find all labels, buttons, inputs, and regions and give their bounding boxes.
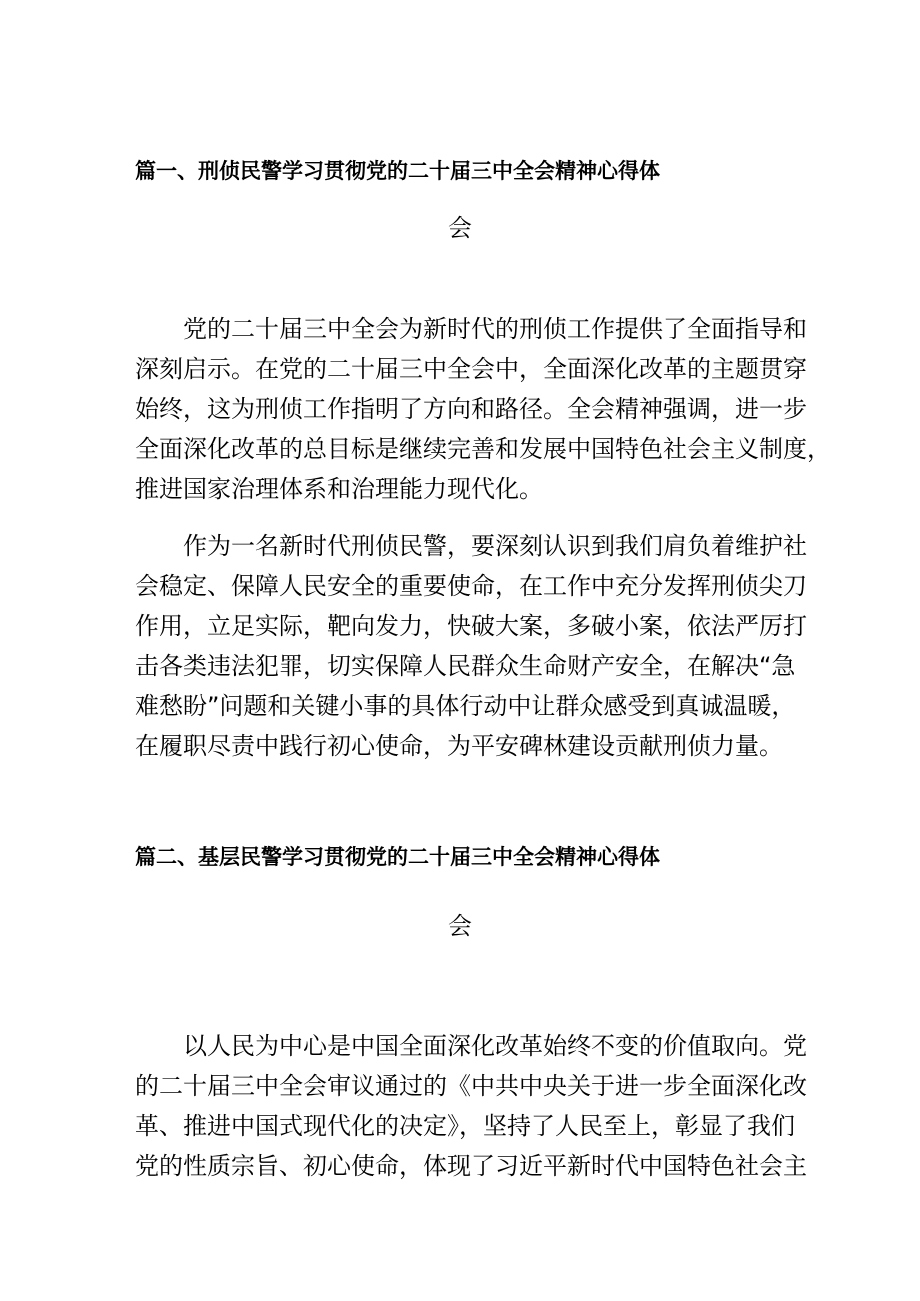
text-line: 以人民为中心是中国全面深化改革始终不变的价值取向。党 bbox=[183, 1032, 807, 1060]
text-line: 党的性质宗旨、初心使命，体现了习近平新时代中国特色社会主 bbox=[135, 1152, 807, 1180]
text-line: 会稳定、保障人民安全的重要使命，在工作中充分发挥刑侦尖刀 bbox=[135, 572, 807, 600]
text-line: 作为一名新时代刑侦民警，要深刻认识到我们肩负着维护社 bbox=[183, 532, 807, 560]
section-1-heading: 篇一、刑侦民警学习贯彻党的二十届三中全会精神心得体 bbox=[135, 159, 660, 183]
text-line: 始终，这为刑侦工作指明了方向和路径。全会精神强调，进一步 bbox=[135, 395, 807, 423]
section-2-heading: 篇二、基层民警学习贯彻党的二十届三中全会精神心得体 bbox=[135, 845, 660, 869]
text-line: 深刻启示。在党的二十届三中全会中，全面深化改革的主题贯穿 bbox=[135, 355, 807, 383]
text-line: 革、推进中国式现代化的决定》，坚持了人民至上，彰显了我们 bbox=[135, 1112, 795, 1140]
section-2-paragraph-1 bbox=[135, 1026, 805, 1186]
text-line: 党的二十届三中全会为新时代的刑侦工作提供了全面指导和 bbox=[183, 315, 807, 343]
section-1-paragraph-1 bbox=[135, 309, 831, 509]
section-1-paragraph-2 bbox=[135, 526, 805, 766]
text-line: 推进国家治理体系和治理能力现代化。 bbox=[135, 475, 543, 503]
text-line: 难愁盼”问题和关键小事的具体行动中让群众感受到真诚温暖， bbox=[135, 692, 796, 720]
text-line: 作用，立足实际，靶向发力，快破大案，多破小案，依法严厉打 bbox=[135, 612, 807, 640]
text-line: 在履职尽责中践行初心使命，为平安碑林建设贡献刑侦力量。 bbox=[135, 732, 783, 760]
section-2-heading-continuation: 会 bbox=[448, 912, 472, 940]
text-line: 击各类违法犯罪，切实保障人民群众生命财产安全，在解决“急 bbox=[135, 652, 796, 680]
text-line: 的二十届三中全会审议通过的《中共中央关于进一步全面深化改 bbox=[135, 1072, 807, 1100]
text-line: 全面深化改革的总目标是继续完善和发展中国特色社会主义制度， bbox=[135, 435, 831, 463]
section-1-heading-continuation: 会 bbox=[448, 214, 472, 242]
